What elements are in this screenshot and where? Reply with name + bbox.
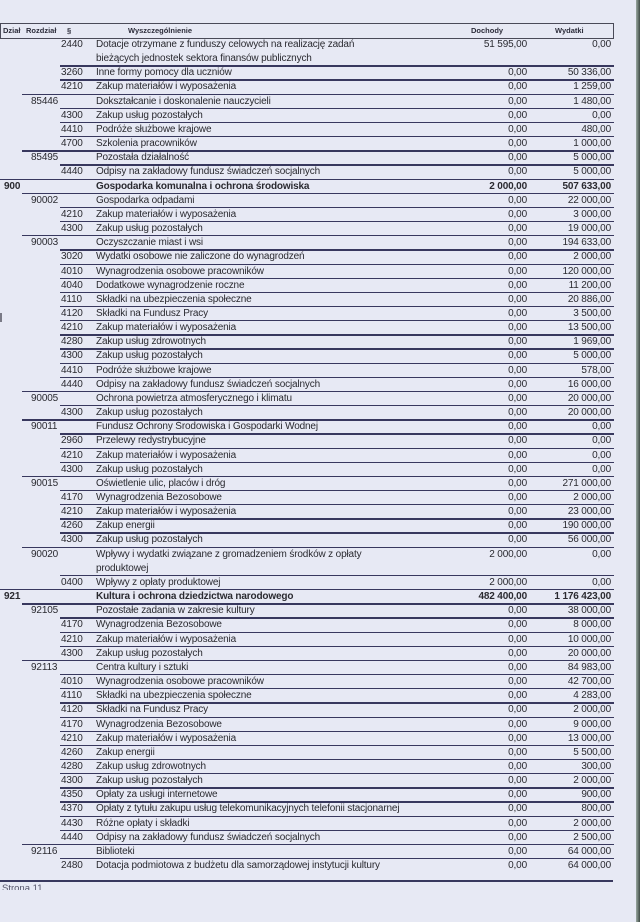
table-row-paragraf [0, 66, 614, 80]
paragraf-code: 2960 [61, 435, 83, 447]
table-row-paragraf [0, 774, 614, 788]
paragraf-code: 4120 [61, 307, 83, 319]
row-description: Odpisy na zakładowy fundusz świadczeń socjalnych [96, 831, 321, 843]
rozdzial-code: 85446 [31, 95, 59, 107]
row-dochody: 0,00 [508, 364, 527, 376]
row-description: Zakup usług zdrowotnych [96, 336, 206, 348]
paragraf-code: 4300 [61, 407, 83, 419]
table-row-paragraf [0, 80, 614, 94]
table-row-paragraf [0, 109, 614, 123]
paragraf-code: 4300 [61, 350, 83, 362]
row-wydatki: 1 480,00 [573, 95, 611, 107]
row-dochody: 0,00 [508, 194, 527, 206]
row-wydatki: 9 000,00 [573, 718, 611, 730]
row-description: Pozostała działalność [96, 152, 190, 164]
header-dzial: Dział [3, 26, 21, 35]
row-wydatki: 0,00 [592, 39, 611, 50]
row-description: Wynagrodzenia Bezosobowe [96, 718, 222, 730]
row-description: Wynagrodzenia osobowe pracowników [96, 676, 264, 688]
row-description: Przelewy redystrybucyjne [96, 435, 206, 447]
table-row-paragraf [0, 406, 614, 420]
row-description: Podróże służbowe krajowe [96, 123, 212, 135]
table-row-paragraf [0, 364, 614, 378]
budget-table-body [0, 38, 614, 873]
row-wydatki: 578,00 [581, 364, 611, 376]
row-description: Odpisy na zakładowy fundusz świadczeń socjalnych [96, 166, 321, 178]
row-wydatki: 0,00 [592, 463, 611, 475]
row-wydatki: 13 000,00 [567, 732, 611, 744]
row-wydatki: 0,00 [592, 576, 611, 588]
table-row-paragraf [0, 449, 614, 463]
row-dochody: 0,00 [508, 152, 527, 164]
table-row-paragraf [0, 576, 614, 590]
table-row-paragraf [0, 434, 614, 448]
row-dochody: 0,00 [508, 421, 527, 433]
paragraf-code: 4300 [61, 647, 83, 659]
table-row-paragraf [0, 760, 614, 774]
row-dochody: 0,00 [508, 350, 527, 362]
row-wydatki: 50 336,00 [567, 67, 611, 79]
row-description: Pozostałe zadania w zakresie kultury [96, 605, 255, 617]
row-wydatki: 16 000,00 [567, 378, 611, 390]
rozdzial-code: 90020 [31, 548, 59, 560]
paragraf-code: 4350 [61, 789, 83, 801]
table-row-paragraf [0, 519, 614, 533]
row-dochody: 0,00 [508, 732, 527, 744]
row-wydatki: 20 000,00 [567, 407, 611, 419]
table-row-rozdzial [0, 548, 614, 576]
table-row-paragraf [0, 165, 614, 179]
table-row-paragraf [0, 859, 614, 873]
paragraf-code: 2440 [61, 39, 83, 50]
table-row-paragraf [0, 505, 614, 519]
row-dochody: 2 000,00 [489, 548, 527, 560]
table-header [0, 23, 614, 39]
row-dochody: 0,00 [508, 661, 527, 673]
table-row-paragraf [0, 817, 614, 831]
rozdzial-code: 90002 [31, 194, 59, 206]
table-row-rozdzial [0, 236, 614, 250]
table-row-rozdzial [0, 151, 614, 165]
table-row-paragraf [0, 675, 614, 689]
row-dochody: 0,00 [508, 123, 527, 135]
table-row-paragraf [0, 265, 614, 279]
row-dochody: 51 595,00 [483, 39, 527, 50]
row-wydatki: 3 500,00 [573, 307, 611, 319]
row-dochody: 0,00 [508, 67, 527, 79]
row-description: Zakup usług pozostałych [96, 775, 203, 787]
row-dochody: 0,00 [508, 789, 527, 801]
row-description: Zakup usług pozostałych [96, 109, 203, 121]
row-dochody: 0,00 [508, 619, 527, 631]
row-dochody: 0,00 [508, 831, 527, 843]
table-row-paragraf [0, 293, 614, 307]
table-row-rozdzial [0, 95, 614, 109]
rozdzial-code: 90011 [31, 421, 58, 433]
row-wydatki: 84 983,00 [567, 661, 611, 673]
table-row-paragraf [0, 533, 614, 547]
row-description: Składki na ubezpieczenia społeczne [96, 690, 252, 702]
row-wydatki: 0,00 [592, 435, 611, 447]
row-description: Odpisy na zakładowy fundusz świadczeń socjalnych [96, 378, 321, 390]
table-row-paragraf [0, 618, 614, 632]
table-row-paragraf [0, 746, 614, 760]
header-dochody: Dochody [471, 26, 504, 35]
row-dochody: 0,00 [508, 803, 527, 815]
row-description: Zakup usług pozostałych [96, 534, 203, 546]
paragraf-code: 4280 [61, 760, 83, 772]
scan-mark [0, 313, 2, 322]
table-row-paragraf [0, 321, 614, 335]
row-dochody: 0,00 [508, 109, 527, 121]
row-dochody: 0,00 [508, 534, 527, 546]
row-description: Gospodarka komunalna i ochrona środowiska [96, 180, 310, 192]
row-description: Zakup usług pozostałych [96, 350, 203, 362]
row-description: Dodatkowe wynagrodzenie roczne [96, 279, 245, 291]
row-wydatki: 1 176 423,00 [554, 591, 611, 603]
scan-edge-strip [636, 0, 640, 922]
row-dochody: 0,00 [508, 463, 527, 475]
table-row-paragraf [0, 463, 614, 477]
row-dochody: 0,00 [508, 760, 527, 772]
row-wydatki: 0,00 [592, 548, 611, 560]
row-dochody: 0,00 [508, 690, 527, 702]
paragraf-code: 4170 [61, 718, 83, 730]
row-wydatki: 0,00 [592, 449, 611, 461]
row-dochody: 0,00 [508, 860, 527, 872]
row-wydatki: 3 000,00 [573, 208, 611, 220]
row-dochody: 2 000,00 [489, 576, 527, 588]
row-description: Opłaty z tytułu zakupu usług telekomunikacyjnych telefonii stacjonarnej [96, 803, 400, 815]
row-dochody: 0,00 [508, 208, 527, 220]
paragraf-code: 4010 [61, 676, 83, 688]
row-description: Wynagrodzenia Bezosobowe [96, 619, 222, 631]
rozdzial-code: 90005 [31, 392, 59, 404]
table-row-paragraf [0, 491, 614, 505]
row-dochody: 0,00 [508, 775, 527, 787]
row-description: Dokształcanie i doskonalenie nauczycieli [96, 95, 271, 107]
dzial-code: 900 [4, 180, 21, 192]
row-wydatki: 2 000,00 [573, 492, 611, 503]
row-dochody: 0,00 [508, 746, 527, 758]
row-wydatki: 2 000,00 [573, 704, 611, 716]
table-row-paragraf [0, 38, 614, 66]
row-wydatki: 20 000,00 [567, 647, 611, 659]
row-description: Zakup energii [96, 520, 155, 532]
table-row-paragraf [0, 123, 614, 137]
row-description: Zakup usług pozostałych [96, 647, 203, 659]
row-wydatki: 64 000,00 [567, 845, 611, 857]
row-wydatki: 1 000,00 [573, 138, 611, 150]
row-dochody: 482 400,00 [478, 591, 527, 603]
row-wydatki: 23 000,00 [567, 506, 611, 518]
row-dochody: 0,00 [508, 435, 527, 447]
table-row-rozdzial [0, 604, 614, 618]
table-row-dzial [0, 180, 614, 194]
table-row-paragraf [0, 802, 614, 816]
table-row-paragraf [0, 378, 614, 392]
row-description: Zakup materiałów i wyposażenia [96, 81, 237, 93]
row-wydatki: 300,00 [581, 760, 611, 772]
row-description: Zakup materiałów i wyposażenia [96, 732, 237, 744]
row-description: Centra kultury i sztuki [96, 661, 189, 673]
row-description: Składki na Fundusz Pracy [96, 307, 209, 319]
paragraf-code: 4410 [61, 123, 83, 135]
row-wydatki: 5 000,00 [573, 152, 611, 164]
paragraf-code: 4210 [61, 506, 83, 518]
paragraf-code: 4260 [61, 520, 83, 532]
paragraf-code: 4300 [61, 534, 83, 546]
row-dochody: 0,00 [508, 704, 527, 716]
table-row-rozdzial [0, 845, 614, 859]
row-dochody: 0,00 [508, 647, 527, 659]
row-description: Inne formy pomocy dla uczniów [96, 67, 232, 79]
row-description: Zakup usług pozostałych [96, 463, 203, 475]
row-dochody: 0,00 [508, 307, 527, 319]
row-wydatki: 2 500,00 [573, 831, 611, 843]
row-description: Zakup usług zdrowotnych [96, 760, 206, 772]
row-wydatki: 19 000,00 [567, 223, 611, 235]
row-dochody: 0,00 [508, 223, 527, 235]
paragraf-code: 4210 [61, 449, 83, 461]
paragraf-code: 4440 [61, 166, 83, 178]
paragraf-code: 4040 [61, 279, 83, 291]
row-description: Zakup materiałów i wyposażenia [96, 633, 237, 645]
paragraf-code: 3260 [61, 67, 83, 79]
row-wydatki: 20 886,00 [567, 293, 611, 305]
table-row-paragraf [0, 689, 614, 703]
row-wydatki: 10 000,00 [567, 633, 611, 645]
paragraf-code: 0400 [61, 576, 83, 588]
row-dochody: 0,00 [508, 676, 527, 688]
row-dochody: 0,00 [508, 718, 527, 730]
row-description: Zakup materiałów i wyposażenia [96, 208, 237, 220]
table-row-paragraf [0, 222, 614, 236]
row-wydatki: 5 000,00 [573, 166, 611, 178]
paragraf-code: 4210 [61, 732, 83, 744]
row-description: Wynagrodzenia Bezosobowe [96, 492, 222, 503]
dzial-code: 921 [4, 591, 21, 603]
header-paragraf: § [67, 26, 72, 35]
table-row-paragraf [0, 831, 614, 845]
paragraf-code: 4280 [61, 336, 83, 348]
rozdzial-code: 92116 [31, 845, 58, 857]
table-row-rozdzial [0, 420, 614, 434]
paragraf-code: 4210 [61, 208, 83, 220]
table-row-paragraf [0, 307, 614, 321]
row-wydatki: 20 000,00 [567, 392, 611, 404]
row-description: Wydatki osobowe nie zaliczone do wynagrodzeń [96, 251, 305, 263]
row-wydatki: 2 000,00 [573, 817, 611, 829]
row-description: Różne opłaty i składki [96, 817, 190, 829]
row-wydatki: 271 000,00 [562, 477, 611, 489]
paragraf-code: 4440 [61, 378, 83, 390]
row-wydatki: 5 500,00 [573, 746, 611, 758]
rozdzial-code: 92113 [31, 661, 58, 673]
row-dochody: 0,00 [508, 817, 527, 829]
row-description: Zakup usług pozostałych [96, 407, 203, 419]
paragraf-code: 4260 [61, 746, 83, 758]
row-description: Zakup materiałów i wyposażenia [96, 449, 237, 461]
row-dochody: 0,00 [508, 605, 527, 617]
row-dochody: 0,00 [508, 520, 527, 532]
row-wydatki: 42 700,00 [567, 676, 611, 688]
row-wydatki: 800,00 [581, 803, 611, 815]
row-dochody: 0,00 [508, 322, 527, 334]
row-description: Opłaty za usługi internetowe [96, 789, 218, 801]
table-row-rozdzial [0, 477, 614, 491]
row-wydatki: 8 000,00 [573, 619, 611, 631]
row-description: Dotacja podmiotowa z budżetu dla samorządowej instytucji kultury [96, 860, 380, 872]
row-wydatki: 2 000,00 [573, 775, 611, 787]
table-row-rozdzial [0, 194, 614, 208]
row-wydatki: 1 969,00 [573, 336, 611, 348]
row-wydatki: 0,00 [592, 109, 611, 121]
row-description: Fundusz Ochrony Środowiska i Gospodarki Wodnej [96, 421, 318, 433]
paragraf-code: 4430 [61, 817, 83, 829]
row-wydatki: 900,00 [581, 789, 611, 801]
row-description: Składki na ubezpieczenia społeczne [96, 293, 252, 305]
row-dochody: 0,00 [508, 95, 527, 107]
row-description: Oczyszczanie miast i wsi [96, 237, 203, 249]
table-row-paragraf [0, 703, 614, 717]
row-dochody: 0,00 [508, 392, 527, 404]
row-description: Wpływy z opłaty produktowej [96, 576, 221, 588]
table-row-paragraf [0, 335, 614, 349]
row-wydatki: 5 000,00 [573, 350, 611, 362]
row-dochody: 2 000,00 [489, 180, 527, 192]
paragraf-code: 4210 [61, 322, 83, 334]
paragraf-code: 4410 [61, 364, 83, 376]
paragraf-code: 4120 [61, 704, 83, 716]
paragraf-code: 4170 [61, 619, 83, 631]
table-row-paragraf [0, 788, 614, 802]
row-wydatki: 22 000,00 [567, 194, 611, 206]
paragraf-code: 4440 [61, 831, 83, 843]
row-wydatki: 2 000,00 [573, 251, 611, 263]
paragraf-code: 4210 [61, 81, 83, 93]
paragraf-code: 4010 [61, 265, 83, 277]
table-row-paragraf [0, 718, 614, 732]
row-description: Dotacje otrzymane z funduszy celowych na realizację zadań bieżących jednostek sektora finansów publicznych [96, 39, 355, 65]
row-description: Oświetlenie ulic, placów i dróg [96, 477, 226, 489]
row-description: Wpływy i wydatki związane z gromadzeniem środków z opłaty produktowej [96, 548, 362, 574]
table-row-paragraf [0, 732, 614, 746]
row-dochody: 0,00 [508, 506, 527, 518]
rozdzial-code: 85495 [31, 152, 59, 164]
row-dochody: 0,00 [508, 407, 527, 419]
row-dochody: 0,00 [508, 265, 527, 277]
paragraf-code: 4300 [61, 775, 83, 787]
row-wydatki: 480,00 [581, 123, 611, 135]
row-description: Wynagrodzenia osobowe pracowników [96, 265, 264, 277]
paragraf-code: 4300 [61, 109, 83, 121]
table-row-paragraf [0, 208, 614, 222]
paragraf-code: 4110 [61, 293, 82, 305]
table-row-rozdzial [0, 392, 614, 406]
row-wydatki: 120 000,00 [562, 265, 611, 277]
paragraf-code: 4700 [61, 138, 83, 150]
row-dochody: 0,00 [508, 336, 527, 348]
row-description: Podróże służbowe krajowe [96, 364, 212, 376]
row-dochody: 0,00 [508, 492, 527, 503]
paragraf-code: 4300 [61, 223, 83, 235]
paragraf-code: 2480 [61, 860, 83, 872]
paragraf-code: 4300 [61, 463, 83, 475]
table-bottom-rule [0, 880, 613, 882]
row-description: Ochrona powietrza atmosferycznego i klimatu [96, 392, 292, 404]
row-wydatki: 194 633,00 [562, 237, 611, 249]
row-description: Zakup materiałów i wyposażenia [96, 322, 237, 334]
row-description: Biblioteki [96, 845, 135, 857]
row-dochody: 0,00 [508, 845, 527, 857]
paragraf-code: 4110 [61, 690, 82, 702]
paragraf-code: 4210 [61, 633, 83, 645]
row-dochody: 0,00 [508, 633, 527, 645]
paragraf-code: 4370 [61, 803, 83, 815]
row-description: Gospodarka odpadami [96, 194, 195, 206]
row-description: Zakup usług pozostałych [96, 223, 203, 235]
row-dochody: 0,00 [508, 293, 527, 305]
row-description: Kultura i ochrona dziedzictwa narodowego [96, 591, 294, 603]
row-wydatki: 13 500,00 [567, 322, 611, 334]
row-dochody: 0,00 [508, 477, 527, 489]
table-row-paragraf [0, 250, 614, 264]
table-row-paragraf [0, 349, 614, 363]
row-wydatki: 4 283,00 [573, 690, 611, 702]
row-dochody: 0,00 [508, 138, 527, 150]
table-row-paragraf [0, 137, 614, 151]
row-dochody: 0,00 [508, 81, 527, 93]
header-rozdzial: Rozdział [26, 26, 57, 35]
row-description: Zakup materiałów i wyposażenia [96, 506, 237, 518]
paragraf-code: 3020 [61, 251, 83, 263]
rozdzial-code: 90003 [31, 237, 59, 249]
table-row-paragraf [0, 633, 614, 647]
row-wydatki: 64 000,00 [567, 860, 611, 872]
rozdzial-code: 90015 [31, 477, 59, 489]
header-wyszczegolnienie: Wyszczególnienie [128, 26, 193, 35]
table-row-paragraf [0, 279, 614, 293]
header-wydatki: Wydatki [555, 26, 584, 35]
row-dochody: 0,00 [508, 279, 527, 291]
row-dochody: 0,00 [508, 237, 527, 249]
row-dochody: 0,00 [508, 251, 527, 263]
row-dochody: 0,00 [508, 166, 527, 178]
row-wydatki: 56 000,00 [567, 534, 611, 546]
row-dochody: 0,00 [508, 449, 527, 461]
page-number: Strona 11 [2, 883, 43, 890]
rozdzial-code: 92105 [31, 605, 59, 617]
row-wydatki: 507 633,00 [562, 180, 611, 192]
table-row-rozdzial [0, 661, 614, 675]
table-row-paragraf [0, 647, 614, 661]
row-wydatki: 0,00 [592, 421, 611, 433]
row-dochody: 0,00 [508, 378, 527, 390]
row-description: Szkolenia pracowników [96, 138, 197, 150]
row-description: Składki na Fundusz Pracy [96, 704, 209, 716]
row-description: Zakup energii [96, 746, 155, 758]
row-wydatki: 190 000,00 [562, 520, 611, 532]
table-row-dzial [0, 590, 614, 604]
paragraf-code: 4170 [61, 492, 83, 503]
row-wydatki: 11 200,00 [568, 279, 611, 291]
row-wydatki: 38 000,00 [567, 605, 611, 617]
row-wydatki: 1 259,00 [573, 81, 611, 93]
